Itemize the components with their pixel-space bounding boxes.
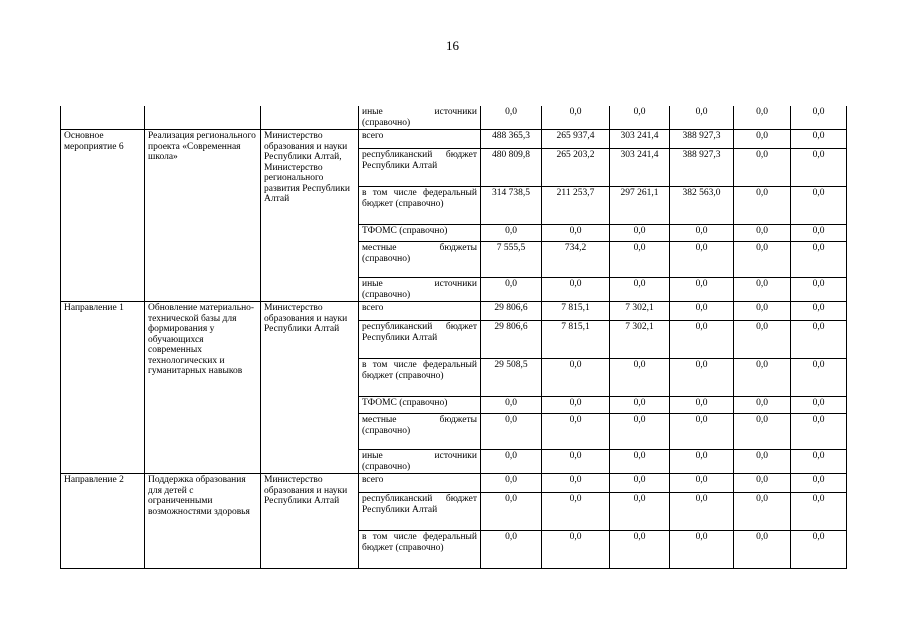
amount-cell: 0,0 [610, 493, 670, 531]
budget-table [60, 106, 847, 569]
amount-cell: 0,0 [542, 106, 610, 130]
amount-cell: 303 241,4 [610, 149, 670, 187]
amount-cell: 0,0 [791, 397, 847, 414]
amount-cell: 0,0 [610, 278, 670, 302]
amount-cell: 388 927,3 [670, 130, 734, 149]
amount-cell: 29 806,6 [481, 302, 542, 321]
amount-cell: 0,0 [734, 278, 791, 302]
amount-cell: 0,0 [542, 493, 610, 531]
amount-cell: 0,0 [542, 474, 610, 493]
amount-cell: 0,0 [791, 302, 847, 321]
amount-cell: 0,0 [791, 187, 847, 225]
amount-cell: 0,0 [542, 278, 610, 302]
amount-cell: 0,0 [481, 474, 542, 493]
amount-cell: 0,0 [734, 302, 791, 321]
amount-cell: 211 253,7 [542, 187, 610, 225]
amount-cell: 0,0 [734, 493, 791, 531]
table-row [61, 302, 847, 321]
amount-cell: 0,0 [670, 474, 734, 493]
amount-cell: 0,0 [542, 450, 610, 474]
funding-source-cell: иные источники (справочно) [359, 278, 481, 302]
amount-cell: 0,0 [670, 106, 734, 130]
amount-cell: 388 927,3 [670, 149, 734, 187]
amount-cell: 0,0 [734, 130, 791, 149]
amount-cell: 0,0 [542, 414, 610, 450]
amount-cell: 0,0 [670, 531, 734, 569]
amount-cell: 0,0 [670, 278, 734, 302]
amount-cell: 0,0 [481, 106, 542, 130]
amount-cell: 0,0 [481, 414, 542, 450]
amount-cell: 0,0 [791, 242, 847, 278]
funding-source-cell: республиканский бюджет Республики Алтай [359, 149, 481, 187]
funding-source-cell: ТФОМС (справочно) [359, 397, 481, 414]
amount-cell: 0,0 [734, 242, 791, 278]
amount-cell: 0,0 [481, 397, 542, 414]
row-label-cell: Направление 2 [61, 474, 145, 569]
amount-cell: 0,0 [610, 106, 670, 130]
amount-cell: 265 937,4 [542, 130, 610, 149]
amount-cell: 0,0 [791, 225, 847, 242]
table-row [61, 106, 847, 130]
amount-cell: 0,0 [610, 474, 670, 493]
row-label-cell: Направление 1 [61, 302, 145, 474]
amount-cell: 0,0 [791, 106, 847, 130]
amount-cell: 0,0 [481, 278, 542, 302]
amount-cell: 0,0 [610, 242, 670, 278]
amount-cell: 0,0 [791, 531, 847, 569]
amount-cell: 0,0 [670, 397, 734, 414]
amount-cell: 297 261,1 [610, 187, 670, 225]
amount-cell: 0,0 [791, 130, 847, 149]
amount-cell: 0,0 [734, 225, 791, 242]
amount-cell: 0,0 [542, 531, 610, 569]
funding-source-cell: в том числе федеральный бюджет (справочно) [359, 359, 481, 397]
table-row [61, 130, 847, 149]
amount-cell: 0,0 [734, 187, 791, 225]
amount-cell: 0,0 [791, 450, 847, 474]
amount-cell: 0,0 [734, 359, 791, 397]
amount-cell: 0,0 [734, 450, 791, 474]
amount-cell: 0,0 [481, 531, 542, 569]
executor-cell: Министерство образования и науки Республики Алтай [261, 302, 359, 474]
amount-cell: 0,0 [670, 302, 734, 321]
amount-cell: 0,0 [791, 149, 847, 187]
amount-cell: 488 365,3 [481, 130, 542, 149]
funding-source-cell: иные источники (справочно) [359, 106, 481, 130]
amount-cell: 29 806,6 [481, 321, 542, 359]
amount-cell: 382 563,0 [670, 187, 734, 225]
amount-cell: 0,0 [791, 414, 847, 450]
amount-cell: 265 203,2 [542, 149, 610, 187]
amount-cell: 0,0 [670, 321, 734, 359]
funding-source-cell: всего [359, 130, 481, 149]
amount-cell: 0,0 [481, 450, 542, 474]
amount-cell: 0,0 [481, 493, 542, 531]
funding-source-cell: всего [359, 302, 481, 321]
amount-cell: 0,0 [791, 493, 847, 531]
funding-source-cell: республиканский бюджет Республики Алтай [359, 493, 481, 531]
amount-cell: 0,0 [791, 278, 847, 302]
amount-cell: 0,0 [610, 450, 670, 474]
amount-cell: 0,0 [670, 242, 734, 278]
amount-cell: 7 815,1 [542, 302, 610, 321]
amount-cell: 0,0 [734, 106, 791, 130]
amount-cell: 7 302,1 [610, 302, 670, 321]
amount-cell: 0,0 [791, 474, 847, 493]
executor-cell: Министерство образования и науки Республики Алтай, Министерство регионального развития Республики Алтай [261, 130, 359, 302]
amount-cell: 734,2 [542, 242, 610, 278]
executor-cell: Министерство образования и науки Республики Алтай [261, 474, 359, 569]
amount-cell: 0,0 [670, 225, 734, 242]
amount-cell: 0,0 [670, 450, 734, 474]
amount-cell: 0,0 [734, 321, 791, 359]
amount-cell: 7 302,1 [610, 321, 670, 359]
amount-cell: 0,0 [734, 397, 791, 414]
amount-cell: 0,0 [670, 359, 734, 397]
amount-cell: 0,0 [734, 149, 791, 187]
activity-name-cell [145, 106, 261, 130]
amount-cell: 0,0 [670, 414, 734, 450]
row-label-cell: Основное мероприятие 6 [61, 130, 145, 302]
amount-cell: 0,0 [670, 493, 734, 531]
amount-cell: 0,0 [542, 359, 610, 397]
amount-cell: 0,0 [481, 225, 542, 242]
amount-cell: 7 555,5 [481, 242, 542, 278]
amount-cell: 0,0 [542, 397, 610, 414]
executor-cell [261, 106, 359, 130]
amount-cell: 0,0 [610, 359, 670, 397]
amount-cell: 0,0 [734, 531, 791, 569]
funding-source-cell: в том числе федеральный бюджет (справочно) [359, 187, 481, 225]
amount-cell: 7 815,1 [542, 321, 610, 359]
amount-cell: 0,0 [610, 531, 670, 569]
amount-cell: 0,0 [610, 225, 670, 242]
amount-cell: 0,0 [610, 397, 670, 414]
amount-cell: 0,0 [734, 414, 791, 450]
funding-source-cell: местные бюджеты (справочно) [359, 414, 481, 450]
amount-cell: 314 738,5 [481, 187, 542, 225]
funding-source-cell: местные бюджеты (справочно) [359, 242, 481, 278]
funding-source-cell: ТФОМС (справочно) [359, 225, 481, 242]
funding-source-cell: в том числе федеральный бюджет (справочно) [359, 531, 481, 569]
activity-name-cell: Обновление материально-технической базы для формирования у обучающихся современных технологических и гуманитарных навыков [145, 302, 261, 474]
amount-cell: 29 508,5 [481, 359, 542, 397]
amount-cell: 303 241,4 [610, 130, 670, 149]
page-number: 16 [446, 38, 459, 53]
amount-cell: 0,0 [791, 321, 847, 359]
funding-source-cell: иные источники (справочно) [359, 450, 481, 474]
funding-source-cell: всего [359, 474, 481, 493]
table-row [61, 474, 847, 493]
amount-cell: 480 809,8 [481, 149, 542, 187]
funding-source-cell: республиканский бюджет Республики Алтай [359, 321, 481, 359]
activity-name-cell: Реализация регионального проекта «Современная школа» [145, 130, 261, 302]
amount-cell: 0,0 [610, 414, 670, 450]
row-label-cell [61, 106, 145, 130]
amount-cell: 0,0 [542, 225, 610, 242]
amount-cell: 0,0 [734, 474, 791, 493]
amount-cell: 0,0 [791, 359, 847, 397]
activity-name-cell: Поддержка образования для детей с ограниченными возможностями здоровья [145, 474, 261, 569]
